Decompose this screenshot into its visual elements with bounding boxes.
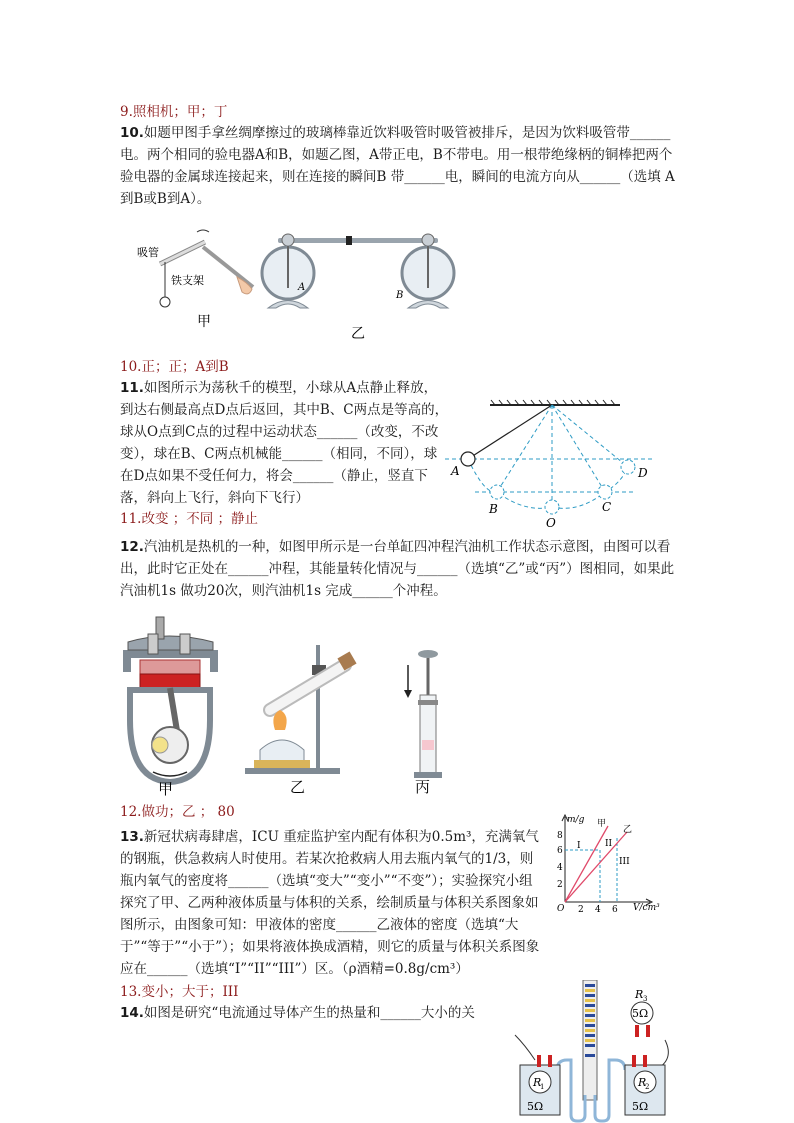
label-r1: R [533,1076,542,1089]
question-12 [120,536,680,602]
question-number: 12. [120,539,144,555]
question-text: 如图是研究“电流通过导体产生的热量和______大小的关 [143,1005,475,1021]
xtick-6: 6 [612,905,618,915]
region-I: I [577,841,581,851]
origin-label: O [557,904,565,914]
question-13 [120,826,544,980]
answer-12: 12.做功；乙 ； 80 [120,804,235,820]
answer-13: 13.变小；大于；III [120,984,239,1000]
question-number: 10. [120,125,144,141]
caption-yi: 乙 [351,326,365,342]
figure-12-piston [398,640,448,797]
question-10 [120,122,680,210]
question-number: 14. [120,1005,144,1021]
question-14 [120,1002,510,1024]
label-r1-sub: 1 [540,1083,545,1091]
figure-11-swing [445,395,670,530]
question-text: 如图所示为荡秋千的模型，小球从A点静止释放，到达右侧最高点D点后返回，其中B、C两点是等高的，球从O点到C点的过程中运动状态______（改变，不改变），球在B、C两点机械能______（相同，不同），球在D点如果不受任何力，将会______（静止，竖直下落，斜向上飞行，斜向下飞行） [120,380,449,506]
answer-11: 11.改变 ；不同 ；静止 [120,511,259,527]
question-11 [120,377,450,509]
label-B: B [489,502,498,516]
figure-12-test-tube [240,640,370,797]
ylabel: m/g [567,815,585,825]
label-r1-value: 5Ω [527,1100,544,1113]
label-O: O [546,516,556,530]
label-a: A [298,282,306,293]
label-b: B [396,290,404,301]
figure-12-engine [118,612,223,797]
label-r3: R [635,988,644,1001]
ytick-4: 4 [557,863,563,873]
answer-10: 10.正；正；A到B [120,359,229,375]
label-C: C [602,500,612,514]
xlabel: V/cm³ [633,903,660,913]
label-r2-value: 5Ω [632,1100,649,1113]
label-r3-value: 5Ω [632,1007,649,1020]
question-number: 13. [120,829,144,845]
xtick-2: 2 [578,905,584,915]
question-text: 如题甲图手拿丝绸摩擦过的玻璃棒靠近饮料吸管时吸管被排斥，是因为饮料吸管带______电。两个相同的验电器A和B，如题乙图，A带正电，B不带电。用一根带绝缘柄的铜棒把两个验电器的金属球连接起来，则在连接的瞬间B 带______电，瞬间的电流方向从______（选填 A到B或B到A）。 [120,125,675,207]
figure-13-mv-graph [545,812,675,917]
ytick-2: 2 [557,880,563,890]
series-yi: 乙 [623,825,633,835]
label-A: A [451,464,460,478]
label-r2: R [638,1076,647,1089]
label-r2-sub: 2 [645,1083,650,1091]
caption-yi-12: 乙 [290,778,306,796]
region-III: III [619,857,630,867]
figure-10-jia [125,222,275,332]
label-tiezhijia: 铁支架 [171,274,204,287]
question-number: 11. [120,380,144,396]
series-jia: 甲 [597,819,607,829]
ytick-8: 8 [557,831,563,841]
ytick-6: 6 [557,846,563,856]
region-II: II [605,839,613,849]
label-xiguan: 吸管 [137,246,159,259]
caption-bing-12: 丙 [415,778,431,796]
figure-10-yi [258,228,458,343]
figure-14-joule-heating [505,980,680,1123]
caption-jia: 甲 [197,314,211,330]
xtick-4: 4 [595,905,601,915]
caption-jia-12: 甲 [158,780,174,797]
answer-9: 9.照相机；甲；丁 [120,104,228,120]
label-D: D [638,466,648,480]
label-r3-sub: 3 [643,995,648,1003]
question-text: 新冠状病毒肆虐，ICU 重症监护室内配有体积为0.5m³，充满氧气的钢瓶，供急救病人时使用。若某次抢救病人用去瓶内氧气的1/3，则瓶内氧气的密度将______（选填“变大”“变小”“不变”）；实验探究小组探究了甲、乙两种液体质量与体积的关系，绘制质量与体积关系图象如图所示，由图象可知：甲液体的密度______乙液体的密度（选填“大于”“等于”“小于”）；如果将液体换成酒精，则它的质量与体积关系图象应在______（选填“I”“II”“III”）区。（ρ酒精=0.8g/cm³） [120,829,540,977]
question-text: 汽油机是热机的一种，如图甲所示是一台单缸四冲程汽油机工作状态示意图，由图可以看出，此时它正处在______冲程，其能量转化情况与______（选填“乙”或“丙”）图相同，如果此汽油机1s 做功20次，则汽油机1s 完成______个冲程。 [120,539,675,599]
